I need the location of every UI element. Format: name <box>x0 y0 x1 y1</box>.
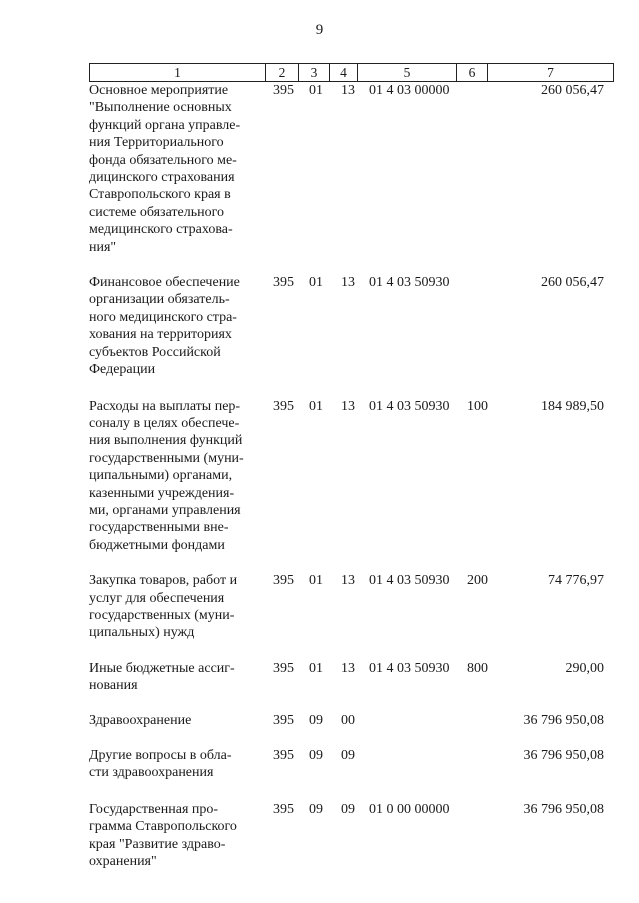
row-name: Иные бюджетные ассиг- нования <box>89 660 235 694</box>
header-col-6: 6 <box>457 64 488 82</box>
row-section-code: 01 <box>309 660 323 676</box>
row-section-code: 01 <box>309 83 323 98</box>
column-header-table <box>89 63 614 82</box>
row-section-code: 01 <box>309 573 323 589</box>
row-name: Расходы на выплаты пер- соналу в целях обеспече- ния выполнения функций государственными (муни- ципальными) органами, казенными учреждения- ми, органами управления государственными вне- бюджетными фондами <box>89 398 244 553</box>
header-col-4: 4 <box>330 64 358 82</box>
row-admin-code: 395 <box>273 573 294 589</box>
row-expense-type: 800 <box>467 660 488 676</box>
column-header-row <box>90 64 614 82</box>
row-section-code: 01 <box>309 398 323 414</box>
row-name: Закупка товаров, работ и услуг для обеспечения государственных (муни- ципальных) нужд <box>89 573 238 641</box>
row-name: Финансовое обеспечение организации обязатель- ного медицинского стра- хования на территориях субъектов Российской Федерации <box>89 275 240 378</box>
table-row <box>89 712 609 729</box>
table-row <box>89 747 609 782</box>
row-name: Государственная про- грамма Ставропольского края "Развитие здраво- охранения" <box>89 801 237 870</box>
row-admin-code: 395 <box>273 712 294 728</box>
page-number: 9 <box>315 22 324 38</box>
row-subsection-code: 13 <box>341 660 355 676</box>
row-subsection-code: 13 <box>341 398 355 414</box>
header-col-2: 2 <box>266 64 299 82</box>
row-amount: 260 056,47 <box>541 83 604 98</box>
header-col-3: 3 <box>299 64 330 82</box>
row-amount: 36 796 950,08 <box>523 712 604 728</box>
table-row <box>89 572 609 642</box>
row-amount: 36 796 950,08 <box>523 801 604 817</box>
row-amount: 74 776,97 <box>548 573 604 589</box>
row-target-article: 01 0 00 00000 <box>369 801 450 817</box>
row-admin-code: 395 <box>273 748 294 763</box>
table-row <box>89 660 609 695</box>
row-admin-code: 395 <box>273 398 294 414</box>
row-subsection-code: 09 <box>341 801 355 817</box>
table-body <box>89 82 609 870</box>
row-subsection-code: 13 <box>341 573 355 589</box>
row-subsection-code: 09 <box>341 748 355 763</box>
row-target-article: 01 4 03 00000 <box>369 83 450 98</box>
row-amount: 290,00 <box>565 660 604 676</box>
row-admin-code: 395 <box>273 275 294 291</box>
row-name: Другие вопросы в обла- сти здравоохранения <box>89 748 232 781</box>
table-row <box>89 398 609 555</box>
row-expense-type: 200 <box>467 573 488 589</box>
row-subsection-code: 13 <box>341 83 355 98</box>
row-target-article: 01 4 03 50930 <box>369 275 450 291</box>
row-name: Здравоохранение <box>89 712 192 728</box>
row-admin-code: 395 <box>273 83 294 98</box>
row-admin-code: 395 <box>273 660 294 676</box>
row-section-code: 09 <box>309 801 323 817</box>
row-target-article: 01 4 03 50930 <box>369 398 450 414</box>
row-section-code: 09 <box>309 712 323 728</box>
table-row <box>89 82 609 256</box>
row-section-code: 09 <box>309 748 323 763</box>
table-row <box>89 274 609 378</box>
row-admin-code: 395 <box>273 801 294 817</box>
row-section-code: 01 <box>309 275 323 291</box>
row-name: Основное мероприятие "Выполнение основных функций органа управле- ния Территориального фонда обязательного ме- дицинского страхования Ставропольского края в системе обязательного медицинского страхова- ния" <box>89 83 241 255</box>
header-col-7: 7 <box>488 64 614 82</box>
row-subsection-code: 13 <box>341 275 355 291</box>
table-row <box>89 801 609 871</box>
row-amount: 36 796 950,08 <box>523 748 604 763</box>
header-col-5: 5 <box>358 64 457 82</box>
row-amount: 184 989,50 <box>541 398 604 414</box>
row-target-article: 01 4 03 50930 <box>369 573 450 589</box>
header-col-1: 1 <box>90 64 266 82</box>
row-subsection-code: 00 <box>341 712 355 728</box>
row-expense-type: 100 <box>467 398 488 414</box>
row-target-article: 01 4 03 50930 <box>369 660 450 676</box>
row-amount: 260 056,47 <box>541 275 604 291</box>
